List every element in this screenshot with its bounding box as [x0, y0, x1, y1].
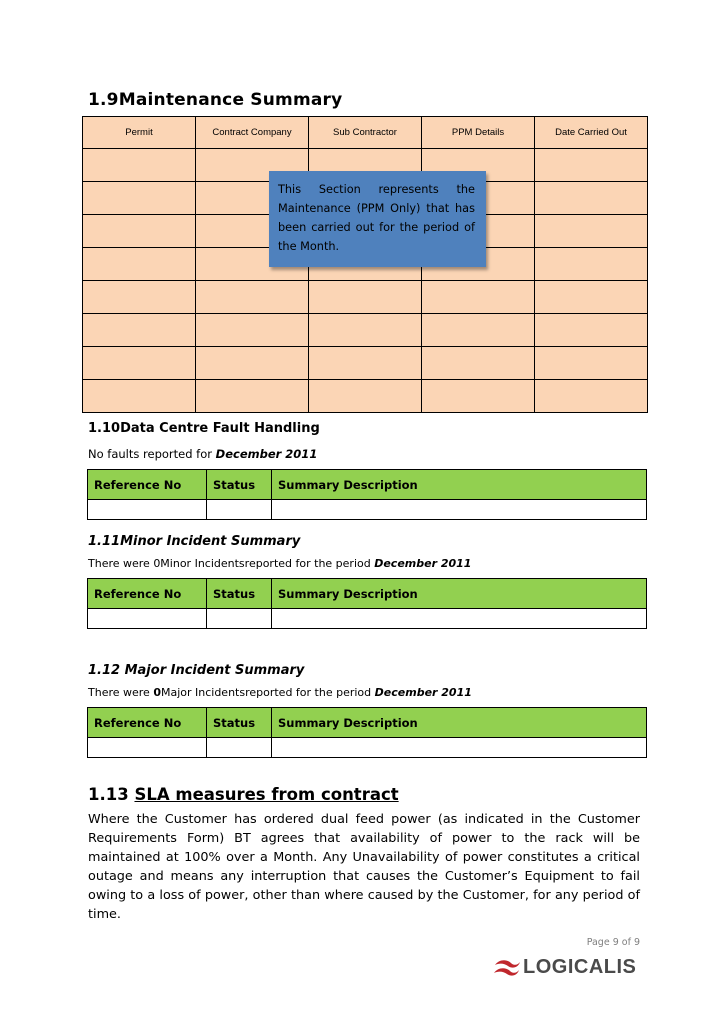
col-ppm-details: PPM Details — [422, 117, 535, 149]
maintenance-callout-box — [269, 171, 486, 267]
logicalis-swirl-icon — [493, 956, 521, 980]
callout-text: This Section represents the Maintenance (PPM Only) that has been carried out for the period of the Month. — [278, 183, 475, 253]
major-incident-line: There were 0Major Incidentsreported for the period December 2011 — [88, 686, 472, 699]
col-contract-company: Contract Company — [196, 117, 309, 149]
minor-incident-line: There were 0Minor Incidentsreported for the period December 2011 — [88, 557, 472, 570]
table-row — [83, 380, 648, 413]
sla-title: SLA measures from contract — [134, 785, 399, 804]
maintenance-summary-heading: 1.9Maintenance Summary — [88, 90, 343, 110]
fault-handling-line: No faults reported for December 2011 — [88, 447, 318, 461]
table-row — [88, 738, 647, 758]
table-row — [88, 609, 647, 629]
fault-handling-heading: 1.10Data Centre Fault Handling — [88, 421, 320, 436]
major-incident-table — [87, 707, 647, 758]
table-row — [83, 347, 648, 380]
col-reference-no: Reference No — [88, 579, 207, 609]
logicalis-logo — [493, 955, 643, 981]
col-summary-description: Summary Description — [272, 470, 647, 500]
table-row — [88, 500, 647, 520]
maintenance-header-row — [83, 117, 648, 149]
minor-incident-heading: 1.11Minor Incident Summary — [88, 534, 301, 549]
col-summary-description: Summary Description — [272, 579, 647, 609]
minor-period: December 2011 — [374, 557, 472, 570]
col-permit: Permit — [83, 117, 196, 149]
sla-heading: 1.13 SLA measures from contract — [88, 785, 399, 804]
col-sub-contractor: Sub Contractor — [309, 117, 422, 149]
col-status: Status — [207, 579, 272, 609]
minor-header-row — [88, 579, 647, 609]
col-reference-no: Reference No — [88, 708, 207, 738]
table-row — [83, 314, 648, 347]
fault-header-row — [88, 470, 647, 500]
table-row — [83, 281, 648, 314]
page-number: Page 9 of 9 — [586, 937, 640, 948]
col-reference-no: Reference No — [88, 470, 207, 500]
major-incident-heading: 1.12 Major Incident Summary — [88, 663, 305, 678]
minor-incident-table — [87, 578, 647, 629]
col-summary-description: Summary Description — [272, 708, 647, 738]
fault-table — [87, 469, 647, 520]
major-count: 0 — [153, 686, 161, 699]
col-date-carried-out: Date Carried Out — [535, 117, 648, 149]
logo-text: LOGICALIS — [523, 956, 637, 978]
major-period: December 2011 — [374, 686, 472, 699]
fault-period: December 2011 — [215, 447, 318, 461]
col-status: Status — [207, 708, 272, 738]
major-header-row — [88, 708, 647, 738]
sla-paragraph: Where the Customer has ordered dual feed power (as indicated in the Customer Requirements Form) BT agrees that availability of power to the rack will be maintained at 100% over a Month. Any Unavailability of power constitutes a critical outage and means any interruption that causes the Customer’s Equipment to fail owing to a loss of power, other than where caused by the Customer, for any period of time. — [88, 812, 640, 922]
col-status: Status — [207, 470, 272, 500]
